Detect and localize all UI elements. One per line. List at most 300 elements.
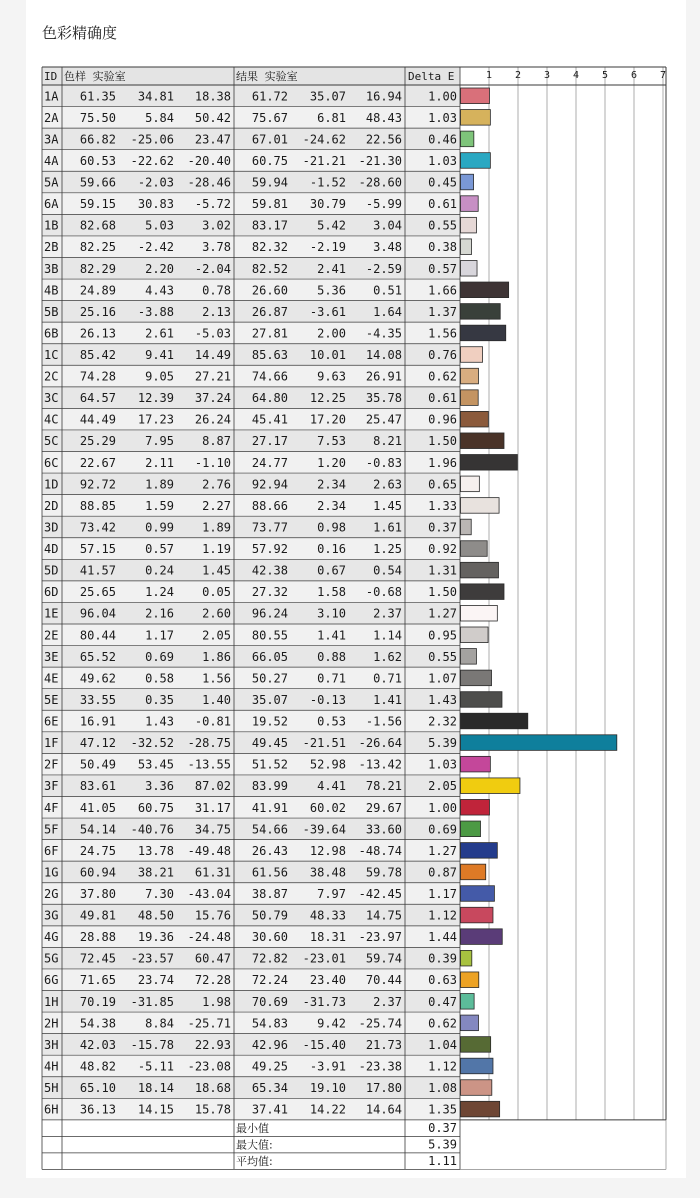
row-id: 2D [44, 498, 59, 513]
sample-lab-value: 1.40 [202, 692, 231, 707]
result-lab-value: 5.36 [317, 283, 346, 298]
sample-lab-value: 27.21 [194, 369, 231, 384]
result-lab-value: 1.20 [317, 455, 346, 470]
delta-e-value: 0.92 [428, 542, 457, 557]
sample-lab-value: 0.99 [145, 520, 174, 535]
sample-lab-value: 17.23 [137, 412, 174, 427]
delta-e-value: 1.00 [428, 89, 457, 104]
sample-lab-value: 18.68 [194, 1081, 231, 1096]
sample-lab-value: 3.02 [202, 218, 231, 233]
result-lab-value: 0.71 [317, 671, 346, 686]
delta-e-bar [461, 994, 475, 1010]
row-id: 5F [44, 822, 59, 837]
sample-lab-value: 75.50 [79, 110, 116, 125]
sample-lab-value: 48.82 [79, 1059, 116, 1074]
delta-e-bar [461, 217, 477, 233]
sample-lab-value: 23.74 [137, 973, 174, 988]
sample-lab-value: -15.78 [130, 1037, 174, 1052]
result-lab-value: 85.63 [251, 348, 288, 362]
row-id: 1H [44, 994, 59, 1009]
row-id: 3C [44, 391, 59, 406]
delta-e-bar [461, 455, 518, 471]
row-id: 6F [44, 843, 59, 858]
result-lab-value: 8.21 [373, 434, 402, 449]
delta-e-value: 1.12 [428, 908, 457, 923]
row-id: 2H [44, 1016, 59, 1031]
result-lab-value: 18.31 [309, 930, 346, 945]
sample-lab-value: 80.44 [79, 628, 116, 643]
sample-lab-value: 31.17 [194, 800, 231, 815]
delta-e-value: 1.27 [428, 843, 457, 858]
delta-e-value: 1.27 [428, 606, 457, 621]
sample-lab-value: 47.12 [79, 736, 116, 751]
result-lab-value: -28.60 [358, 175, 402, 190]
delta-e-bar [461, 1037, 491, 1053]
result-lab-value: 0.67 [317, 563, 346, 578]
summary-value: 1.11 [428, 1154, 457, 1169]
sample-lab-value: 18.38 [194, 89, 231, 104]
summary-label: 平均值: [236, 1155, 273, 1169]
result-lab-value: 1.41 [373, 692, 402, 707]
sample-lab-value: 38.21 [137, 865, 174, 880]
row-id: 6C [44, 455, 59, 470]
result-lab-value: -21.30 [358, 153, 402, 168]
result-lab-value: 83.99 [251, 779, 288, 794]
axis-tick-label: 7 [659, 70, 667, 81]
sample-lab-value: 0.24 [145, 563, 174, 578]
delta-e-value: 1.50 [428, 585, 457, 600]
result-lab-value: 61.72 [251, 89, 288, 104]
row-id: 2E [44, 628, 59, 643]
sample-lab-value: 5.84 [145, 110, 174, 125]
delta-e-bar [461, 476, 480, 492]
delta-e-value: 1.33 [428, 498, 457, 513]
sample-lab-value: 15.76 [194, 908, 231, 923]
result-lab-value: -21.21 [302, 153, 346, 168]
sample-lab-value: 88.85 [79, 498, 116, 513]
result-lab-value: 10.01 [309, 348, 346, 362]
summary-label: 最小值 [236, 1122, 269, 1136]
sample-lab-value: 0.05 [202, 585, 231, 600]
delta-e-bar [461, 390, 479, 406]
result-lab-value: 60.75 [251, 153, 288, 168]
sample-lab-value: 1.89 [202, 520, 231, 535]
result-lab-value: -48.74 [358, 843, 402, 858]
sample-lab-value: 60.53 [79, 153, 116, 168]
sample-lab-value: 71.65 [79, 973, 116, 988]
sample-lab-value: 1.56 [202, 671, 231, 686]
header-sample-lab: 色样 实验室 [64, 70, 126, 83]
sample-lab-value: 0.78 [202, 283, 231, 298]
sample-lab-value: 1.43 [145, 714, 174, 729]
result-lab-value: 7.97 [317, 887, 346, 901]
row-id: 3A [44, 132, 59, 147]
result-lab-value: 26.60 [251, 283, 288, 298]
delta-e-bar [461, 498, 500, 514]
row-id: 4G [44, 930, 59, 945]
result-lab-value: 19.10 [309, 1081, 346, 1096]
delta-e-value: 0.76 [428, 348, 457, 362]
sample-lab-value: 59.15 [79, 197, 116, 212]
result-lab-value: 73.77 [251, 520, 288, 535]
result-lab-value: 29.67 [365, 800, 402, 815]
sample-lab-value: 36.13 [79, 1102, 116, 1117]
delta-e-value: 2.32 [428, 714, 457, 729]
result-lab-value: 50.27 [251, 671, 288, 686]
sample-lab-value: 8.84 [145, 1016, 174, 1031]
row-id: 1D [44, 477, 59, 492]
row-id: 6A [44, 197, 59, 212]
sample-lab-value: 57.15 [79, 542, 116, 557]
result-lab-value: 21.73 [365, 1037, 402, 1052]
sample-lab-value: 9.41 [145, 348, 174, 362]
row-id: 4F [44, 800, 59, 815]
sample-lab-value: 82.25 [79, 240, 116, 255]
sample-lab-value: 61.31 [194, 865, 231, 880]
result-lab-value: 2.63 [373, 477, 402, 492]
delta-e-bar [461, 562, 499, 578]
row-id: 1G [44, 865, 59, 880]
sample-lab-value: 19.36 [137, 930, 174, 945]
sample-lab-value: 92.72 [79, 477, 116, 492]
row-id: 1C [44, 348, 59, 362]
delta-e-value: 0.38 [428, 240, 457, 255]
result-lab-value: 2.37 [373, 606, 402, 621]
delta-e-bar [461, 713, 528, 729]
result-lab-value: 78.21 [365, 779, 402, 794]
sample-lab-value: 12.39 [137, 391, 174, 406]
sample-lab-value: 1.45 [202, 563, 231, 578]
row-id: 5B [44, 304, 59, 319]
sample-lab-value: 0.57 [145, 542, 174, 557]
sample-lab-value: 37.80 [79, 887, 116, 901]
row-id: 6E [44, 714, 59, 729]
delta-e-bar [461, 304, 501, 320]
delta-e-value: 1.03 [428, 110, 457, 125]
sample-lab-value: 1.59 [145, 498, 174, 513]
result-lab-value: 96.24 [251, 606, 288, 621]
delta-e-bar [461, 541, 488, 557]
result-lab-value: -31.73 [302, 994, 346, 1009]
delta-e-bar [461, 110, 491, 126]
delta-e-bar [461, 1101, 500, 1117]
result-lab-value: 2.41 [317, 261, 346, 276]
sample-lab-value: 2.27 [202, 498, 231, 513]
sample-lab-value: 4.43 [145, 283, 174, 298]
delta-e-value: 0.87 [428, 865, 457, 880]
sample-lab-value: -5.03 [194, 326, 231, 341]
result-lab-value: 42.38 [251, 563, 288, 578]
delta-e-bar [461, 1080, 492, 1096]
sample-lab-value: 22.93 [194, 1037, 231, 1052]
delta-e-bar [461, 670, 492, 686]
result-lab-value: 83.17 [251, 218, 288, 233]
sample-lab-value: 54.38 [79, 1016, 116, 1031]
summary-value: 0.37 [428, 1121, 457, 1136]
sample-lab-value: 2.11 [145, 455, 174, 470]
sample-lab-value: 50.42 [194, 110, 231, 125]
delta-e-value: 1.04 [428, 1037, 457, 1052]
result-lab-value: 14.08 [365, 348, 402, 362]
delta-e-value: 0.45 [428, 175, 457, 190]
sample-lab-value: 7.95 [145, 434, 174, 449]
result-lab-value: 2.37 [373, 994, 402, 1009]
header-result-lab: 结果 实验室 [236, 70, 298, 83]
sample-lab-value: 16.91 [79, 714, 116, 729]
row-id: 2A [44, 110, 59, 125]
delta-e-value: 5.39 [428, 736, 457, 751]
result-lab-value: 92.94 [251, 477, 288, 492]
result-lab-value: 25.47 [365, 412, 402, 427]
delta-e-bar [461, 886, 495, 902]
result-lab-value: 35.07 [309, 89, 346, 104]
result-lab-value: 1.64 [373, 304, 402, 319]
result-lab-value: 64.80 [251, 391, 288, 406]
sample-lab-value: 41.05 [79, 800, 116, 815]
delta-e-bar [461, 778, 520, 794]
result-lab-value: 45.41 [251, 412, 288, 427]
row-id: 4E [44, 671, 59, 686]
delta-e-value: 1.08 [428, 1081, 457, 1096]
sample-lab-value: 87.02 [194, 779, 231, 794]
delta-e-value: 1.03 [428, 757, 457, 772]
sample-lab-value: 26.13 [79, 326, 116, 341]
delta-e-value: 1.50 [428, 434, 457, 449]
result-lab-value: 22.56 [365, 132, 402, 147]
delta-e-bar [461, 519, 472, 535]
delta-e-bar [461, 196, 479, 212]
delta-e-value: 1.12 [428, 1059, 457, 1074]
sample-lab-value: 83.61 [79, 779, 116, 794]
result-lab-value: 37.41 [251, 1102, 288, 1117]
row-id: 3G [44, 908, 59, 923]
result-lab-value: 24.77 [251, 455, 288, 470]
result-lab-value: 6.81 [317, 110, 346, 125]
result-lab-value: 66.05 [251, 649, 288, 664]
sample-lab-value: 82.29 [79, 261, 116, 276]
sample-lab-value: -25.06 [130, 132, 174, 147]
result-lab-value: 49.45 [251, 736, 288, 751]
sample-lab-value: -13.55 [187, 757, 231, 772]
result-lab-value: 27.81 [251, 326, 288, 341]
sample-lab-value: 64.57 [79, 391, 116, 406]
sample-lab-value: -5.11 [137, 1059, 174, 1074]
sample-lab-value: 33.55 [79, 692, 116, 707]
result-lab-value: -2.59 [365, 261, 402, 276]
delta-e-value: 0.39 [428, 951, 457, 966]
result-lab-value: -23.01 [302, 951, 346, 966]
sample-lab-value: 66.82 [79, 132, 116, 147]
sample-lab-value: -23.08 [187, 1059, 231, 1074]
delta-e-value: 1.43 [428, 692, 457, 707]
sample-lab-value: 44.49 [79, 412, 116, 427]
result-lab-value: 5.42 [317, 218, 346, 233]
sample-lab-value: 1.89 [145, 477, 174, 492]
row-id: 6B [44, 326, 59, 341]
sample-lab-value: 13.78 [137, 843, 174, 858]
sample-lab-value: 82.68 [79, 218, 116, 233]
result-lab-value: 30.60 [251, 930, 288, 945]
axis-tick-label: 2 [514, 70, 522, 81]
sample-lab-value: -20.40 [187, 153, 231, 168]
result-lab-value: 17.20 [309, 412, 346, 427]
delta-e-bar [461, 735, 617, 751]
sample-lab-value: -5.72 [194, 197, 231, 212]
page-title: 色彩精确度 [42, 24, 118, 42]
axis-tick-label: 4 [572, 70, 580, 81]
delta-e-value: 0.55 [428, 218, 457, 233]
sample-lab-value: -22.62 [130, 153, 174, 168]
result-lab-value: 3.04 [373, 218, 402, 233]
delta-e-bar [461, 929, 503, 945]
result-lab-value: -23.38 [358, 1059, 402, 1074]
sample-lab-value: -43.04 [187, 887, 231, 901]
sample-lab-value: 14.15 [137, 1102, 174, 1117]
sample-lab-value: 48.50 [137, 908, 174, 923]
result-lab-value: 1.58 [317, 585, 346, 600]
delta-e-bar [461, 605, 498, 621]
result-lab-value: 61.56 [251, 865, 288, 880]
result-lab-value: 3.48 [373, 240, 402, 255]
row-id: 3E [44, 649, 59, 664]
header-id: ID [44, 70, 58, 83]
result-lab-value: 54.66 [251, 822, 288, 837]
sample-lab-value: 65.10 [79, 1081, 116, 1096]
row-id: 4H [44, 1059, 59, 1074]
delta-e-value: 1.96 [428, 455, 457, 470]
delta-e-value: 1.56 [428, 326, 457, 341]
sample-lab-value: 54.14 [79, 822, 116, 837]
result-lab-value: 38.48 [309, 865, 346, 880]
sample-lab-value: 65.52 [79, 649, 116, 664]
sample-lab-value: 2.60 [202, 606, 231, 621]
row-id: 1A [44, 89, 59, 104]
result-lab-value: 57.92 [251, 542, 288, 557]
delta-e-bar [461, 239, 472, 255]
sample-lab-value: 70.19 [79, 994, 116, 1009]
row-id: 1F [44, 736, 59, 751]
result-lab-value: 59.94 [251, 175, 288, 190]
result-lab-value: -0.13 [309, 692, 346, 707]
row-id: 5C [44, 434, 59, 449]
row-id: 5G [44, 951, 59, 966]
result-lab-value: 82.52 [251, 261, 288, 276]
row-id: 2C [44, 369, 59, 384]
result-lab-value: 0.54 [373, 563, 402, 578]
delta-e-value: 0.55 [428, 649, 457, 664]
sample-lab-value: 3.78 [202, 240, 231, 255]
delta-e-value: 1.35 [428, 1102, 457, 1117]
row-id: 6G [44, 973, 59, 988]
result-lab-value: 72.24 [251, 973, 288, 988]
row-id: 6H [44, 1102, 59, 1117]
delta-e-value: 1.66 [428, 283, 457, 298]
result-lab-value: 88.66 [251, 498, 288, 513]
delta-e-bar [461, 756, 491, 772]
summary-label: 最大值: [236, 1138, 273, 1152]
sample-lab-value: 5.03 [145, 218, 174, 233]
delta-e-value: 0.96 [428, 412, 457, 427]
row-id: 3B [44, 261, 59, 276]
sample-lab-value: 28.88 [79, 930, 116, 945]
row-id: 1B [44, 218, 59, 233]
axis-tick-label: 6 [630, 70, 638, 81]
delta-e-value: 0.61 [428, 197, 457, 212]
delta-e-value: 0.37 [428, 520, 457, 535]
result-lab-value: 82.32 [251, 240, 288, 255]
result-lab-value: 49.25 [251, 1059, 288, 1074]
sample-lab-value: 2.61 [145, 326, 174, 341]
sample-lab-value: 61.35 [79, 89, 116, 104]
result-lab-value: 33.60 [365, 822, 402, 837]
row-id: 4A [44, 153, 59, 168]
delta-e-bar [461, 88, 490, 104]
sample-lab-value: 3.36 [145, 779, 174, 794]
row-id: 2B [44, 240, 59, 255]
result-lab-value: 59.74 [365, 951, 402, 966]
sample-lab-value: 59.66 [79, 175, 116, 190]
result-lab-value: 26.91 [365, 369, 402, 384]
result-lab-value: 14.64 [365, 1102, 402, 1117]
result-lab-value: 80.55 [251, 628, 288, 643]
sample-lab-value: 26.24 [194, 412, 231, 427]
result-lab-value: 0.16 [317, 542, 346, 557]
result-lab-value: 70.44 [365, 973, 402, 988]
row-id: 2G [44, 887, 59, 901]
row-id: 4B [44, 283, 59, 298]
result-lab-value: 1.41 [317, 628, 346, 643]
sample-lab-value: -2.03 [137, 175, 174, 190]
sample-lab-value: 1.19 [202, 542, 231, 557]
result-lab-value: 9.42 [317, 1016, 346, 1031]
sample-lab-value: 2.05 [202, 628, 231, 643]
sample-lab-value: 74.28 [79, 369, 116, 384]
sample-lab-value: 73.42 [79, 520, 116, 535]
row-id: 4D [44, 542, 59, 557]
delta-e-value: 0.62 [428, 369, 457, 384]
delta-e-bar [461, 1058, 493, 1074]
sample-lab-value: -49.48 [187, 843, 231, 858]
result-lab-value: 0.53 [317, 714, 346, 729]
sample-lab-value: -40.76 [130, 822, 174, 837]
result-lab-value: 2.34 [317, 498, 346, 513]
result-lab-value: -13.42 [358, 757, 402, 772]
result-lab-value: -23.97 [358, 930, 402, 945]
delta-e-bar [461, 799, 490, 815]
result-lab-value: -3.91 [309, 1059, 346, 1074]
delta-e-bar [461, 347, 483, 363]
delta-e-bar [461, 325, 506, 341]
delta-e-bar [461, 627, 489, 643]
sample-lab-value: 0.58 [145, 671, 174, 686]
header-delta-e: Delta E [408, 70, 455, 83]
result-lab-value: -21.51 [302, 736, 346, 751]
result-lab-value: 27.17 [251, 434, 288, 449]
result-lab-value: -0.68 [365, 585, 402, 600]
delta-e-value: 1.00 [428, 800, 457, 815]
result-lab-value: 19.52 [251, 714, 288, 729]
sample-lab-value: 0.69 [145, 649, 174, 664]
sample-lab-value: 96.04 [79, 606, 116, 621]
delta-e-bar [461, 950, 472, 966]
delta-e-bar [461, 411, 489, 427]
result-lab-value: -24.62 [302, 132, 346, 147]
row-id: 3H [44, 1037, 59, 1052]
sample-lab-value: 1.98 [202, 994, 231, 1009]
delta-e-bar [461, 153, 491, 169]
sample-lab-value: 1.86 [202, 649, 231, 664]
sample-lab-value: 0.35 [145, 692, 174, 707]
